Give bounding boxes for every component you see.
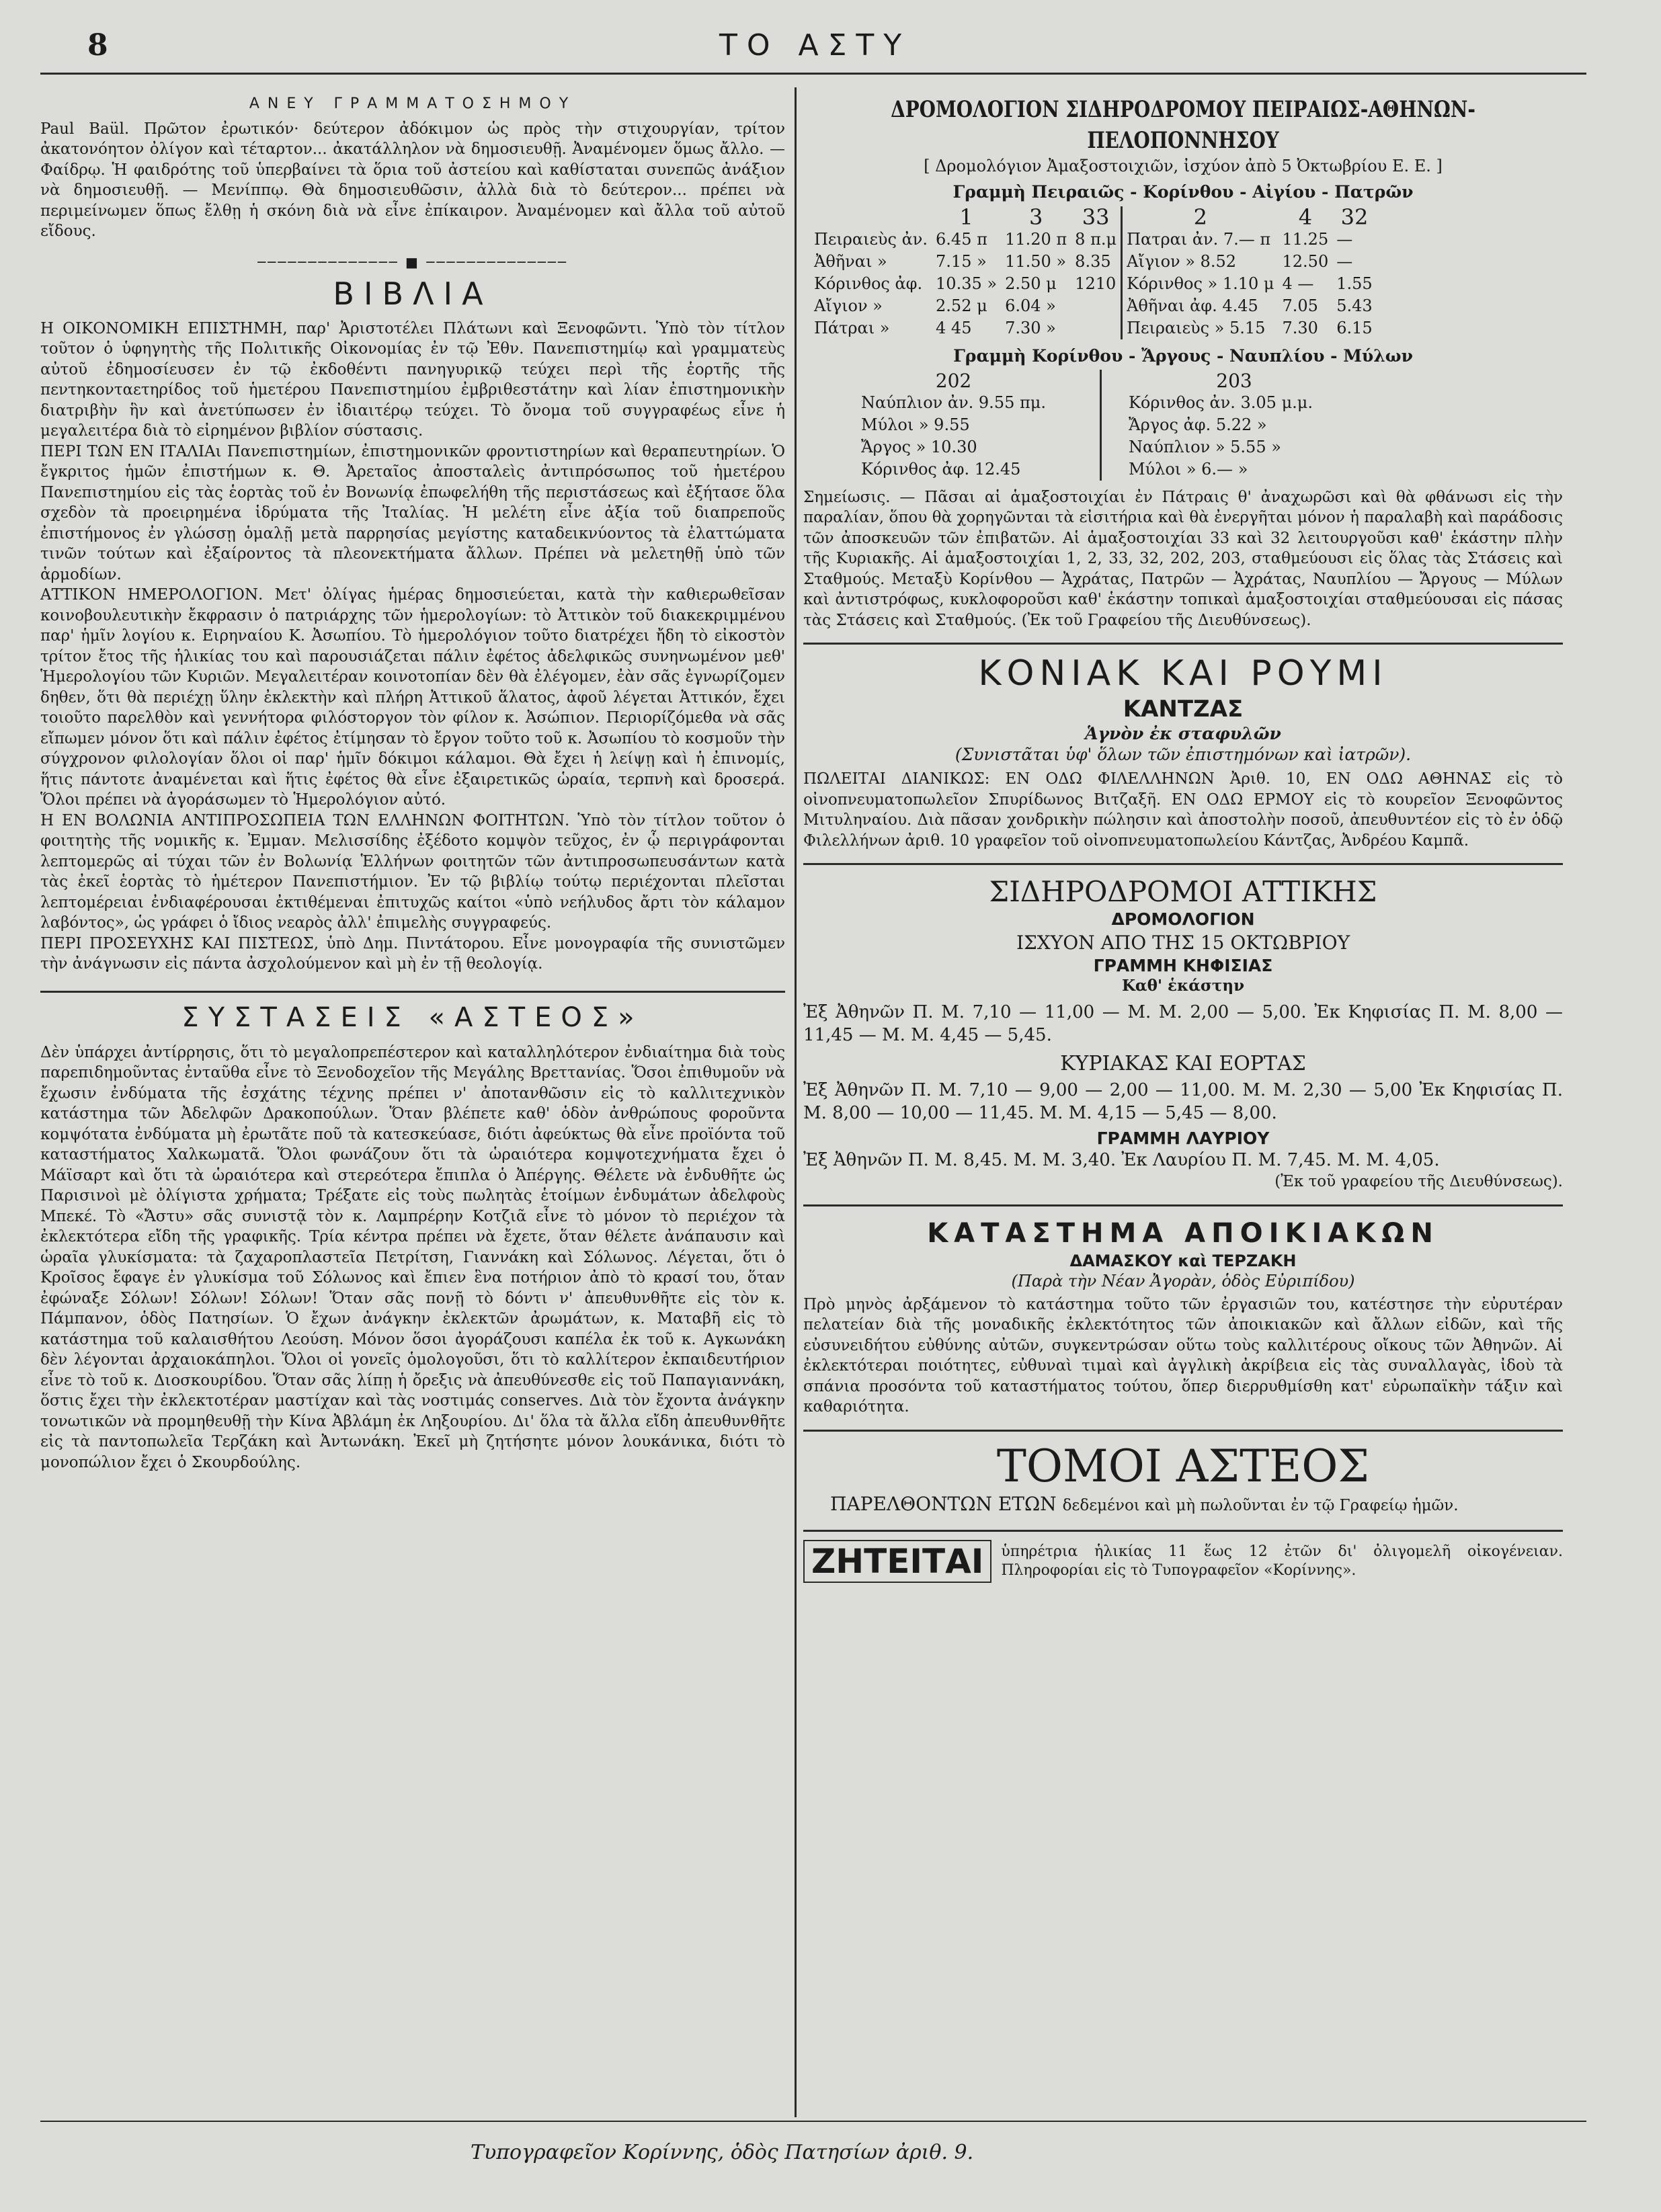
book-review-prayer: ΠΕΡΙ ΠΡΟΣΕΥΧΗΣ ΚΑΙ ΠΙΣΤΕΩΣ, ὑπὸ Δημ. Πιντάτορου. Εἶνε μονογραφία τῆς συνιστῶμεν τὴν ἀνάγνωσιν εἰς πάντα ἀσχολούμενον καὶ μὴ ἐν τῇ θεολογίᾳ. <box>40 934 785 973</box>
timetable-row <box>857 392 1317 414</box>
timetable-cell: Κόρινθος » 1.10 μ <box>1127 274 1274 293</box>
colonial-title: ΚΑΤΑΣΤΗΜΑ ΑΠΟΙΚΙΑΚΩΝ <box>927 1217 1439 1249</box>
sundays-times: Ἐξ Ἀθηνῶν Π. Μ. 7,10 — 9,00 — 2,00 — 11,00. Μ. Μ. 2,30 — 5,00 Ἐκ Κηφισίας Π. Μ. 8,00 — 10,00 — 11,45. Μ. Μ. 4,15 — 5,45 — 8,00. <box>803 1079 1563 1123</box>
train-number: 2 <box>1193 204 1207 230</box>
volumes-text: δεδεμένοι καὶ μὴ πωλοῦνται ἐν τῷ Γραφείῳ ἡμῶν. <box>1062 1496 1459 1514</box>
timetable-cell: 12.50 <box>1282 252 1329 271</box>
railway-subheading: [ Δρομολόγιον Ἀμαξοστοιχιῶν, ἰσχύον ἀπὸ 5 Ὀκτωβρίου Ε. Ε. ] <box>924 157 1443 175</box>
kifisia-daily-times: Ἐξ Ἀθηνῶν Π. Μ. 7,10 — 11,00 — Μ. Μ. 2,00 — 5,00. Ἐκ Κηφισίας Π. Μ. 8,00 — 11,45 — Μ. Μ. 4,45 — 5,45. <box>803 1001 1563 1045</box>
timetable-row <box>810 295 1377 317</box>
book-review-italy: ΠΕΡΙ ΤΩΝ ΕΝ ΙΤΑΛΙΑι Πανεπιστημίων, ἐπιστημονικῶν φροντιστηρίων καὶ θεραπευτηρίων. Ὁ ἔγκριτος ἡμῶν ἐπιστήμων κ. Θ. Ἀρεταῖος ἀποσταλεὶς ἀντιπρόσωπος τοῦ ἡμετέρου Πανεπιστημίου εἰς τὰς ἑορτὰς τοῦ ἐν Βονωνίᾳ ἐπωφελήθη τῆς περιστάσεως καὶ ἐξήτασε ὅλα σχεδὸν τὰ προειρημένα ἱδρύματα τῆς Ἰταλίας. Ἡ μελέτη εἶνε ἀξία τοῦ διαπρεποῦς ἐπιστήμονος ἐν γλώσσῃ ὁμαλῇ μετὰ παρρησίας μεγίστης καταδεικνύοντος τὰ ἐλαττώματα τινῶν τούτων καὶ ἐξαίροντος τὰ πλεονεκτήματα ἄλλων. Πρέπει νὰ μελετηθῇ ὑπὸ τῶν ἁρμοδίων. <box>40 442 785 583</box>
timetable-cell: Ἄργος ἀφ. 5.22 » <box>1128 415 1267 434</box>
railway-section <box>803 94 1563 630</box>
book-review-economics: Η ΟΙΚΟΝΟΜΙΚΗ ΕΠΙΣΤΗΜΗ, παρ' Ἀριστοτέλει Πλάτωνι καὶ Ξενοφῶντι. Ὑπὸ τὸν τίτλον τοῦτον ὁ ὑφηγητὴς τῆς Πολιτικῆς Οἰκονομίας ἐν τῷ Ἐθν. Πανεπιστημίῳ καὶ γραμματεὺς αὐτοῦ ἐδημοσίευσεν ἐν τῷ ἐκδοθέντι πανηγυρικῷ τεύχει περὶ τῆς ἑορτῆς τῆς πεντηκονταετηρίδος τοῦ ἡμετέρου Πανεπιστημίου ἐμβριθεστάτην καὶ λίαν ἐπιστημονικὴν διατριβὴν ἣν καὶ ἀνετύπωσεν ἐν ἰδιαιτέρῳ τεύχει. Τὸ ὄνομα τοῦ συγγραφέως εἶνε ἡ μεγαλειτέρα διὰ τὸ εἰρημένον βιβλίον σύστασις. <box>40 319 785 440</box>
cognac-ad <box>803 653 1563 851</box>
wanted-ad <box>803 1540 1563 1583</box>
timetable-cell: Πειραιεὺς ἀν. <box>814 230 928 249</box>
correspondence-text: Paul Baül. Πρῶτον ἐρωτικόν· δεύτερον ἀδόκιμον ὡς πρὸς τὴν στιχουργίαν, τρίτον ἀκατονόητον ὀλίγον καὶ τέταρτον... ἀκατάλληλον νὰ δημοσιευθῇ. Ἀναμένομεν ὅμως ἄλλο. — Φαίδρῳ. Ἡ φαιδρότης τοῦ ὑπερβαίνει τὰ ὅρια τοῦ ἀστείου καὶ καθίσταται συνεπῶς ἀνάξιον νὰ δημοσιευθῇ. — Μενίππῳ. Θὰ δημοσιευθῶσιν, ἀλλὰ διὰ τὸ δεύτερον... πρέπει νὰ περιμείνωμεν ὅπως ἔλθῃ ἡ σκόνη διὰ νὰ εἶνε ἐπίκαιρον. Ἀναμένομεν καὶ ἄλλα τοῦ αὐτοῦ εἴδους. <box>40 120 785 240</box>
printer-footer: Τυπογραφεῖον Κορίννης, ὁδὸς Πατησίων ἀριθ. 9. <box>471 2141 974 2164</box>
timetable-cell: 10.35 » <box>936 274 998 293</box>
timetable-cell: Πάτραι » <box>814 319 890 337</box>
timetable-cell: 7.30 <box>1282 319 1318 337</box>
recommendations-section <box>40 999 785 1473</box>
correspondence-section <box>40 94 785 242</box>
timetable-cell: 11.25 <box>1282 230 1329 249</box>
timetable-row <box>810 273 1377 295</box>
train-number: 32 <box>1340 204 1369 230</box>
timetable-cell: Ναύπλιον ἀν. 9.55 πμ. <box>857 392 1100 414</box>
kifisia-daily: Καθ' ἑκάστην <box>1121 977 1245 995</box>
book-review-calendar: ΑΤΤΙΚΟΝ ΗΜΕΡΟΛΟΓΙΟΝ. Μετ' ὀλίγας ἡμέρας δημοσιεύεται, κατὰ τὴν καθιερωθεῖσαν κοινοβουλευτικὴν ἔκφρασιν ὁ πατριάρχης τῶν ἡμερολογίων: τὸ Ἀττικὸν τοῦ διακεκριμμένου παρ' ἡμῖν λογίου κ. Ειρηναίου Κ. Ἀσωπίου. Τὸ ἡμερολόγιον τοῦτο διατρέχει ἤδη τὸ εἰκοστὸν τρίτον ἔτος τῆς ἡλικίας του καὶ παρουσιάζεται πάλιν ἐφέτος ἀδελφικῶς συνηνωμένον μεθ' Ἡμερολογίου τῶν Κυριῶν. Μεγαλειτέραν κοινοτοπίαν δὲν θὰ ἐλέγομεν, ἐὰν σᾶς ἐγνωρίζομεν δηθεν, ὅτι θὰ περιέχῃ ὕλην ἐκλεκτὴν καὶ πλήρη Ἀττικοῦ ἅλατος, ἀφοῦ λέγεται Ἀττικόν, ἔχει τοιοῦτο παρελθὸν καὶ γεννήτορα φιλόστοργον τὸν φίλον κ. Ἀσώπιον. Περιορίζόμεθα νὰ σᾶς εἴπωμεν μόνον ὅτι καὶ πάλιν ἐφέτος ἐτίμησαν τὸ ἔργον τοῦτο τοῦ κ. Ἀσωπίου τὸ κοσμοῦν τὴν σύγχρονον φιλολογίαν ὅλοι οἱ παρ' ἡμῖν δόκιμοι κάλαμοι. Θὰ ἔχει ἡ λείψῃ καὶ ἡ ἐπινομίς, ἥτις πάντοτε ἀναμένεται καὶ ἥτις ἐφέτος θὰ εἶνε ἐξαιρετικῶς ὡραία, τερπνὴ καὶ δροσερά. Ὅλοι πρέπει νὰ ἀγοράσωμεν τὸ Ἡμερολόγιον αὐτό. <box>40 586 785 809</box>
lavrio-times: Ἐξ Ἀθηνῶν Π. Μ. 8,45. Μ. Μ. 3,40. Ἐκ Λαυρίου Π. Μ. 7,45. Μ. Μ. 4,05. <box>803 1150 1440 1170</box>
train-number: 3 <box>1028 204 1043 230</box>
timetable-cell: Ναύπλιον » 5.55 » <box>1128 437 1281 456</box>
attica-sub2: ΙΣΧΥΟΝ ΑΠΟ ΤΗΣ 15 ΟΚΤΩΒΡΙΟΥ <box>1016 931 1350 954</box>
section-rule <box>803 643 1563 645</box>
section-rule <box>803 863 1563 865</box>
line2-title: Γραμμὴ Κορίνθου - Ἄργους - Ναυπλίου - Μύλων <box>953 346 1413 366</box>
timetable-header-row <box>857 370 1317 392</box>
timetable-row <box>810 251 1377 273</box>
timetable-cell: 7.15 » <box>936 252 987 271</box>
timetable-cell: — <box>1336 230 1353 249</box>
timetable-cell: 8.35 <box>1071 251 1121 273</box>
timetable-cell: Κόρινθος ἀφ. 12.45 <box>857 458 1100 481</box>
timetable-cell: Αἴγιον » 8.52 <box>1127 252 1236 271</box>
cognac-title: ΚΟΝΙΑΚ ΚΑΙ ΡΟΥΜΙ <box>978 653 1388 694</box>
timetable-cell: Μύλοι » 9.55 <box>857 414 1100 436</box>
volumes-sub <box>803 1492 1563 1518</box>
timetable-cell: Πειραιεὺς » 5.15 <box>1127 319 1266 337</box>
cognac-brand: ΚΑΝΤΖΑΣ <box>1123 696 1244 723</box>
wanted-text: ὑπηρέτρια ἡλικίας 11 ἕως 12 ἐτῶν δι' ὀλιγομελῆ οἰκογένειαν. Πληροφορίαι εἰς τὸ Τυπογραφεῖον «Κορίννης». <box>1001 1543 1563 1579</box>
timetable-cell: 11.20 π <box>1005 230 1067 249</box>
sundays-title: ΚΥΡΙΑΚΑΣ ΚΑΙ ΕΟΡΤΑΣ <box>1060 1051 1306 1075</box>
wanted-title: ΖΗΤΕΙΤΑΙ <box>803 1540 991 1583</box>
colonial-text: Πρὸ μηνὸς ἀρξάμενον τὸ κατάστημα τοῦτο τῶν ἐργασιῶν του, κατέστησε τὴν εὐρυτέραν πελατείαν διὰ τῆς μοναδικῆς ἐκλεκτότητος τῶν ἀποικιακῶν καὶ ἄλλων εἰδῶν, καὶ τῆς εὐσυνειδήτου εὐθύνης αὐτῶν, συγκεντρώσαν οὕτω τοὺς καλλιτέρους οἴκους τῶν Ἀθηνῶν. Αἱ ἐκλεκτότεραι ποιότητες, εὐθυναὶ τιμαὶ καὶ ἀγγλικὴ ἀκρίβεια εἰς τὰς συναλλαγὰς, ἰδοὺ τὰ σπάνια προσόντα τοῦ καταστήματος τούτου, ὅπερ διερρυθμίσθη κατ' εὐρωπαϊκὴν τάξιν καὶ καθαριότητα. <box>803 1295 1563 1416</box>
line2-timetable <box>857 370 1317 481</box>
section-rule <box>803 1204 1563 1206</box>
column-divider <box>795 87 797 2117</box>
timetable-cell: Ἀθῆναι ἀφ. 4.45 <box>1127 296 1258 315</box>
left-column <box>40 94 785 2131</box>
recommendations-heading: ΣΥΣΤΑΣΕΙΣ «ΑΣΤΕΟΣ» <box>181 1001 644 1033</box>
attica-source: (Ἐκ τοῦ γραφείου τῆς Διευθύνσεως). <box>1274 1173 1563 1190</box>
line1-title: Γραμμὴ Πειραιῶς - Κορίνθου - Αἰγίου - Πατρῶν <box>953 181 1414 202</box>
timetable-cell: Κόρινθος ἀν. 3.05 μ.μ. <box>1128 393 1313 412</box>
attica-title: ΣΙΔΗΡΟΔΡΟΜΟΙ ΑΤΤΙΚΗΣ <box>989 875 1377 908</box>
timetable-cell: 2.52 μ <box>936 296 987 315</box>
timetable-cell: Ἀθῆναι » <box>814 252 887 271</box>
timetable-header-row <box>810 206 1377 229</box>
line1-timetable <box>810 206 1377 339</box>
timetable-row <box>810 317 1377 339</box>
timetable-cell: 8 π.μ <box>1071 229 1121 251</box>
timetable-cell: Κόρινθος ἀφ. <box>814 274 923 293</box>
timetable-cell: 7.05 <box>1282 296 1318 315</box>
timetable-cell: Ἄργος » 10.30 <box>857 436 1100 458</box>
timetable-cell: Μύλοι » 6.— » <box>1128 459 1248 479</box>
cognac-text: ΠΩΛΕΙΤΑΙ ΔΙΑΝΙΚΩΣ: ΕΝ ΟΔΩ ΦΙΛΕΛΛΗΝΩΝ Ἀριθ. 10, ΕΝ ΟΔΩ ΑΘΗΝΑΣ εἰς τὸ οἰνοπνευματοπωλεῖον Σπυρίδωνος Βιτζαξῆ. ΕΝ ΟΔΩ ΕΡΜΟΥ εἰς τὸ κουρεῖον Ξενοφῶντος Μιτυληναίου. Διὰ πᾶσαν χονδρικὴν πώλησιν καὶ ἀποστολὴν ποσοῦ, ἀπευθυντέον εἰς τὸ ἐν ὁδῷ Φιλελλήνων ἀριθ. 10 γραφεῖον τοῦ οἰνοπνευματοπωλείου Κάντζας, Ἀνδρέου Καμπᾶ. <box>803 770 1563 850</box>
timetable-cell <box>1071 317 1121 339</box>
timetable-cell: 6.45 π <box>936 230 987 249</box>
recommendations-text: Δὲν ὑπάρχει ἀντίρρησις, ὅτι τὸ μεγαλοπρεπέστερον καὶ καταλληλότερον ἐνδιαίτημα διὰ τοὺς παρεπιδημοῦντας ἐνταῦθα εἶνε τὸ Ξενοδοχεῖον τῆς Μεγάλης Βρεττανίας. Ὅσοι ἐπιθυμοῦν νὰ ἔχωσιν ἐνδύματα τῆς ἐσχάτης τέχνης πρέπει ν' ἀποτανθῶσιν εἰς τὸ καλλιτεχνικὸν κατάστημα τῶν Ἀδελφῶν Δρακοπούλων. Ὅταν βλέπετε καθ' ὁδὸν ἀνθρώπους φοροῦντα κομψότατα ἐνδύματα μὴ ἐρωτᾶτε ποῦ τὰ κατεσκεύασε, διότι ἀφεύκτως θὰ εἶνε προϊόντα τοῦ καταστήματος Χαλκωματᾶ. Ὅλοι φωνάζουν ὅτι τὰ ὡραιότερα κομψοτεχνήματα ἔχει ὁ Μάϊσαρτ καὶ ὅτι τὰ ὡραιότερα καὶ στερεότερα ἔπιπλα ὁ Ἀπέργης. Θέλετε νὰ ἐνδυθῆτε ὡς Παρισινοὶ μὲ ὀλίγιστα χρήματα; Τρέξατε εἰς τοὺς πωλητὰς ἑτοίμων ἐνδυμάτων ἀδελφοὺς Μπεκέ. Τὸ «Ἄστυ» σᾶς συνιστᾷ τὸν κ. Λαμπρέρην Κοτζιᾶ εἶνε τὸ μόνον τὸ περιέχον τὰ ἐκλεκτότερα εἴδη τῆς γραφικῆς. Τρία κέντρα πρέπει νὰ ἔχετε, ὅταν θέλετε ἀνάπαυσιν καὶ ὡραῖα γλυκίσματα: τὰ ζαχαροπλαστεῖα Πετρίτση, Γιαννάκη καὶ Σόλωνος. Λέγεται, ὅτι ὁ Κροῖσος ἔφαγε ἐν γλυκίσμα τοῦ Σόλωνος καὶ ἔπιεν ἓνα ποτήριον ἀπὸ τὸ κρασί του, ὅταν ἐφώναξε Σόλων! Σόλων! Σόλων! Ὅταν σᾶς πονῇ τὸ δόντι ν' ἀπευθυνθῆτε εἰς τὸν κ. Πάμπανον, ὁδὸς Πατησίων. Ὁ ἔχων ἀνάγκην ἐκλεκτῶν ἀρωμάτων, κ. Ματαβῆ εἰς τὸ κατάστημα τοῦ καλαισθήτου Λεούση. Μόνον ὅσοι ἀγοράζουσι καπέλα ἐκ τοῦ κ. Αγκωνάκη δὲν λέγονται ἀρχαιοκάπηλοι. Ὅλοι οἱ γονεῖς ὁμολογοῦσι, ὅτι τὸ καλλίτερον ἐκπαιδευτήριον εἶνε τὸ τοῦ κ. Διοσκουρίδου. Ὅταν σᾶς λίπῃ ἡ ὄρεξις νὰ ἀπευθύνεσθε εἰς τοῦ Παπαγιαννάκη, ὅστις ἔχει τὴν ἐκλεκτοτέραν μαστίχαν καὶ τὰς νοστιμάς conserves. Διὰ τὸν ἔχοντα ἀνάγκην τονωτικῶν νὰ προμηθευθῇ τὴν Κίνα Ἀβλάμη ἐκ Ληξουρίου. Δι' ὅλα τὰ ἄλλα εἴδη ἀπευθυνθῆτε εἰς τὰ παντοπωλεῖα Τερζάκη καὶ Ἀντωνάκη. Ἐκεῖ μὴ ζητήσητε μόνον λουκάνικα, διότι τὸ μονοπώλιον ἔχει ὁ Σκουρδούλης. <box>40 1043 785 1471</box>
volumes-sub-label: ΠΑΡΕΛΘΟΝΤΩΝ ΕΤΩΝ <box>830 1492 1057 1515</box>
train-number: 1 <box>959 204 973 230</box>
train-number: 33 <box>1071 206 1121 229</box>
timetable-row <box>857 436 1317 458</box>
section-rule <box>40 991 785 993</box>
cognac-recommendation: (Συνιστᾶται ὑφ' ὅλων τῶν ἐπιστημόνων καὶ ἰατρῶν). <box>955 744 1412 764</box>
timetable-row <box>810 229 1377 251</box>
timetable-cell <box>1071 295 1121 317</box>
timetable-cell: 1.55 <box>1336 274 1373 293</box>
timetable-cell: 7.30 » <box>1005 319 1056 337</box>
timetable-cell: — <box>1336 252 1353 271</box>
colonial-owners: ΔΑΜΑΣΚΟΥ καὶ ΤΕΡΖΑΚΗ <box>1069 1251 1297 1270</box>
colonial-location: (Παρὰ τὴν Νέαν Ἀγορὰν, ὁδὸς Εὐριπίδου) <box>1011 1272 1355 1291</box>
right-column <box>803 94 1563 2131</box>
railway-heading: ΔΡΟΜΟΛΟΓΙΟΝ ΣΙΔΗΡΟΔΡΟΜΟΥ ΠΕΙΡΑΙΩΣ-ΑΘΗΝΩΝ-ΠΕΛΟΠΟΝΝΗΣΟΥ <box>891 96 1475 154</box>
section-divider: ────────────── ■ ────────────── <box>257 253 568 270</box>
timetable-cell: Αἴγιον » <box>814 296 883 315</box>
timetable-cell: 6.15 <box>1336 319 1373 337</box>
book-review-bologna: Η ΕΝ ΒΟΛΩΝΙΑ ΑΝΤΙΠΡΟΣΩΠΕΙΑ ΤΩΝ ΕΛΛΗΝΩΝ ΦΟΙΤΗΤΩΝ. Ὑπὸ τὸν τίτλον τοῦτον ὁ φοιτητὴς τῆς νομικῆς κ. Ἐμμαν. Μελισσίδης ἐξέδοτο κομψὸν τεῦχος, ἐν ᾧ περιγράφονται λεπτομερῶς αἱ τύχαι τῶν ἐν Βολωνίᾳ Ἑλλήνων φοιτητῶν τῶν ἀντιπροσωπευσάντων κατὰ τὰς ἐκεῖ ἑορτὰς τὸ ἡμέτερον Πανεπιστήμιον. Ἐν τῷ βιβλίῳ τούτῳ περιέχονται πλεῖσται λεπτομέρειαι ἐνδιαφέρουσαι ἐκτιθέμεναι ἐπιτυχῶς καίτοι «ὑπὸ νεήλυδος ἄρτι τὸν κάλαμον λαβόντος», ὡς γράφει ὁ ἴδιος νεαρὸς ἀλλ' ἐπιμελὴς συγγραφεύς. <box>40 811 785 932</box>
train-number: 4 <box>1298 204 1313 230</box>
footer-rule <box>40 2121 1586 2122</box>
timetable-cell: Πατραι ἀν. 7.— π <box>1127 230 1271 249</box>
railway-notes: Σημείωσις. — Πᾶσαι αἱ ἁμαξοστοιχίαι ἐν Πάτραις θ' ἀναχωρῶσι καὶ θὰ φθάνωσι εἰς τὴν παραλίαν, ὅπου θὰ χορηγῶνται τὰ εἰσιτήρια καὶ θὰ ἐνεργῆται μόνον ἡ παραλαβὴ καὶ παράδοσις τῶν ἀποσκευῶν τῶν ἐπιβατῶν. Αἱ ἁμαξοστοιχίαι 33 καὶ 32 λειτουργοῦσι καθ' ἑκάστην πλὴν τῆς Κυριακῆς. Αἱ ἁμαξοστοιχίαι 1, 2, 33, 32, 202, 203, σταθμεύουσι εἰς ὅλας τὰς Στάσεις καὶ Σταθμούς. Μεταξὺ Κορίνθου — Ἀχράτας, Πατρῶν — Ἀχράτας, Ναυπλίου — Ἄργους — Μύλων καὶ ἀντιστρόφως, κυκλοφοροῦσι καθ' ἑκάστην τοπικαὶ ἁμαξοστοιχίαι σταθμεύουσαι εἰς πάσας τὰς Στάσεις καὶ Σταθμούς. (Ἐκ τοῦ Γραφείου τῆς Διευθύνσεως). <box>803 488 1563 629</box>
newspaper-title: ΤΟ ΑΣΤΥ <box>719 28 911 63</box>
cognac-tagline: Ἁγνὸν ἐκ σταφυλῶν <box>1085 724 1281 743</box>
books-section <box>40 274 785 975</box>
timetable-cell: 11.50 » <box>1005 252 1067 271</box>
attica-railway-section <box>803 874 1563 1192</box>
volumes-ad <box>803 1441 1563 1518</box>
volumes-title: ΤΟΜΟΙ ΑΣΤΕΟΣ <box>996 1440 1370 1492</box>
page-number: 8 <box>87 28 108 63</box>
train-number: 202 <box>857 370 1100 392</box>
timetable-row <box>857 458 1317 481</box>
timetable-row <box>857 414 1317 436</box>
timetable-cell: 1210 <box>1071 273 1121 295</box>
header-rule <box>40 73 1586 75</box>
section-rule <box>803 1530 1563 1532</box>
kifisia-title: ΓΡΑΜΜΗ ΚΗΦΙΣΙΑΣ <box>1093 955 1273 975</box>
colonial-shop-ad <box>803 1216 1563 1418</box>
timetable-cell: 4 — <box>1282 274 1314 293</box>
timetable-cell: 6.04 » <box>1005 296 1056 315</box>
section-rule <box>803 1430 1563 1432</box>
timetable-cell: 5.43 <box>1336 296 1373 315</box>
correspondence-heading: ΑΝΕΥ ΓΡΑΜΜΑΤΟΣΗΜΟΥ <box>249 95 577 112</box>
timetable-cell: 2.50 μ <box>1005 274 1057 293</box>
train-number: 203 <box>1216 369 1252 392</box>
timetable-cell: 4 45 <box>936 319 972 337</box>
books-heading: ΒΙΒΛΙΑ <box>333 275 493 312</box>
attica-sub1: ΔΡΟΜΟΛΟΓΙΟΝ <box>1111 909 1255 929</box>
lavrio-title: ΓΡΑΜΜΗ ΛΑΥΡΙΟΥ <box>1096 1128 1270 1148</box>
